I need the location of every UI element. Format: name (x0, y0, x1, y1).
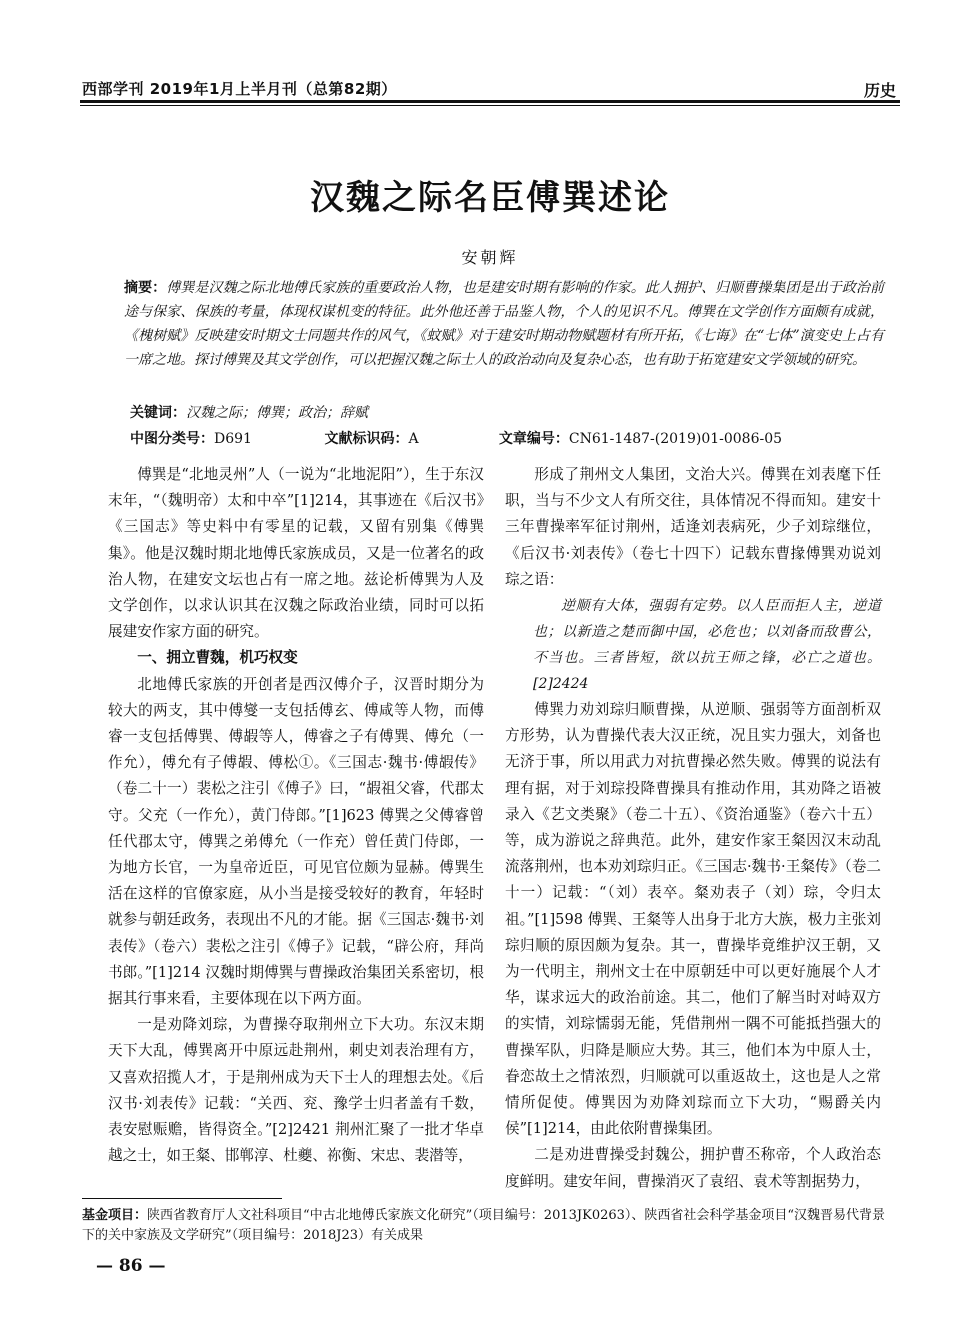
footnote-rule (82, 1198, 282, 1199)
abstract (124, 276, 884, 372)
paragraph: 北地傅氏家族的开创者是西汉傅介子，汉晋时期分为较大的两支，其中傅燮一支包括傅玄、傅咸等人物，而傅睿一支包括傅巽、傅嘏等人，傅睿之子有傅巽、傅允（一作允），傅允有子傅嘏、傅松①。《三国志·魏书·傅嘏传》（卷二十一）裴松之注引《傅子》曰，“嘏祖父睿，代郡太守。父充（一作允），黄门侍郎。”[1]623 傅巽之父傅睿曾任代郡太守，傅巽之弟傅允（一作充）曾任黄门侍郎，一为地方长官，一为皇帝近臣，可见官位颇为显赫。傅巽生活在这样的官僚家庭，从小当是接受较好的教育，年轻时就参与朝廷政务，表现出不凡的才能。据《三国志·魏书·刘表传》（卷六）裴松之注引《傅子》记载，“辟公府，拜尚书郎。”[1]214 汉魏时期傅巽与曹操政治集团关系密切，根据其行事来看，主要体现在以下两方面。 (108, 675, 484, 1008)
journal-header: 西部学刊 2019年1月上半月刊（总第82期） (82, 80, 397, 98)
block-quote: 逆顺有大体，强弱有定势。以人臣而拒人主，逆道也；以新造之楚而御中国，必危也；以刘备而敌曹公，不当也。三者皆短，欲以抗王师之锋，必亡之道也。[2]2424 (533, 598, 881, 693)
clc-label: 中图分类号： (130, 431, 214, 447)
section-heading: 一、拥立曹魏，机巧权变 (137, 649, 298, 667)
header-rule-thin (80, 105, 900, 106)
body-column-right (505, 462, 881, 1195)
keywords-text: 汉魏之际；傅巽；政治；辞赋 (186, 405, 368, 421)
section-label: 历史 (863, 81, 896, 100)
paragraph: 形成了荆州文人集团，文治大兴。傅巽在刘表麾下任职，当与不少文人有所交往，具体情况不得而知。建安十三年曹操率军征讨荆州，适逢刘表病死，少子刘琮继位，《后汉书·刘表传》（卷七十四下）记载东曹掾傅巽劝说刘琮之语： (505, 466, 881, 588)
abstract-text: 傅巽是汉魏之际北地傅氏家族的重要政治人物，也是建安时期有影响的作家。此人拥护、归顺曹操集团是出于政治前途与保家、保族的考量，体现权谋机变的特征。此外他还善于品鉴人物，个人的见识不凡。傅巽在文学创作方面颇有成就，《槐树赋》反映建安时期文士同题共作的风气，《蚊赋》对于建安时期动物赋题材有所开拓，《七诲》在“七体”演变史上占有一席之地。探讨傅巽及其文学创作，可以把握汉魏之际士人的政治动向及复杂心态，也有助于拓宽建安文学领域的研究。 (124, 280, 885, 368)
header-rule-thick (80, 100, 900, 103)
paragraph: 傅巽是“北地灵州”人（一说为“北地泥阳”），生于东汉末年，“（魏明帝）太和中卒”[1]214，其事迹在《后汉书》《三国志》等史料中有零星的记载，又留有别集《傅巽集》。他是汉魏时期北地傅氏家族成员，又是一位著名的政治人物，在建安文坛也占有一席之地。兹论析傅巽为人及文学创作，以求认识其在汉魏之际政治业绩，同时可以拓展建安作家方面的研究。 (108, 466, 484, 641)
article-title: 汉魏之际名臣傅巽述论 (310, 178, 670, 218)
article-author: 安朝辉 (461, 248, 519, 267)
abstract-label: 摘要： (124, 280, 167, 296)
body-column-left (108, 462, 484, 1169)
article-no-label: 文章编号： (498, 431, 569, 447)
paragraph: 二是劝进曹操受封魏公，拥护曹丕称帝，个人政治态度鲜明。建安年间，曹操消灭了袁绍、袁术等割据势力， (505, 1146, 881, 1190)
doc-code-label: 文献标识码： (324, 431, 409, 447)
doc-code-value: A (408, 431, 419, 447)
classification-line (130, 428, 850, 448)
keywords-label: 关键词： (130, 405, 186, 421)
paragraph: 傅巽力劝刘琮归顺曹操，从逆顺、强弱等方面剖析双方形势，认为曹操代表大汉正统，况且实力强大，刘备也无济于事，所以用武力对抗曹操必然失败。傅巽的说法有理有据，对于刘琮投降曹操具有推动作用，其劝降之语被录入《艺文类聚》（卷二十五）、《资治通鉴》（卷六十五）等，成为游说之辞典范。此外，建安作家王粲因汉末动乱流落荆州，也本劝刘琮归正。《三国志·魏书·王粲传》（卷二十一）记载：“（刘）表卒。粲劝表子（刘）琮，令归太祖。”[1]598 傅巽、王粲等人出身于北方大族，极力主张刘琮归顺的原因颇为复杂。其一，曹操毕竟维护汉王朝，又为一代明主，荆州文士在中原朝廷中可以更好施展个人才华，谋求远大的政治前途。其二，他们了解当时对峙双方的实情，刘琮懦弱无能，凭借荆州一隅不可能抵挡强大的曹操军队，归降是顺应大势。其三，他们本为中原人士，眷恋故土之情浓烈，归顺就可以重返故土，这也是人之常情所促使。傅巽因为劝降刘琮而立下大功，“赐爵关内侯”[1]214，由此依附曹操集团。 (505, 701, 881, 1138)
keywords (130, 402, 368, 422)
paragraph: 一是劝降刘琮，为曹操夺取荆州立下大功。东汉末期天下大乱，傅巽离开中原远赴荆州，刺史刘表治理有方，又喜欢招揽人才，于是荆州成为天下士人的理想去处。《后汉书·刘表传》记载：“关西、兖、豫学士归者盖有千数，表安慰赈赡，皆得资全。”[2]2421 荆州汇聚了一批才华卓越之士，如王粲、邯郸淳、杜夔、祢衡、宋忠、裴潜等， (108, 1016, 484, 1165)
fund-note (82, 1206, 892, 1246)
article-no-value: CN61-1487-(2019)01-0086-05 (568, 431, 783, 447)
fund-text: 陕西省教育厅人文社科项目“中古北地傅氏家族文化研究”（项目编号：2013JK0263）、陕西省社会科学基金项目“汉魏晋易代背景下的关中家族及文学研究”（项目编号：2018J23）有关成果 (82, 1208, 886, 1243)
clc-value: D691 (214, 431, 252, 447)
fund-label: 基金项目： (82, 1208, 148, 1223)
page-number: — 86 — (96, 1256, 166, 1276)
